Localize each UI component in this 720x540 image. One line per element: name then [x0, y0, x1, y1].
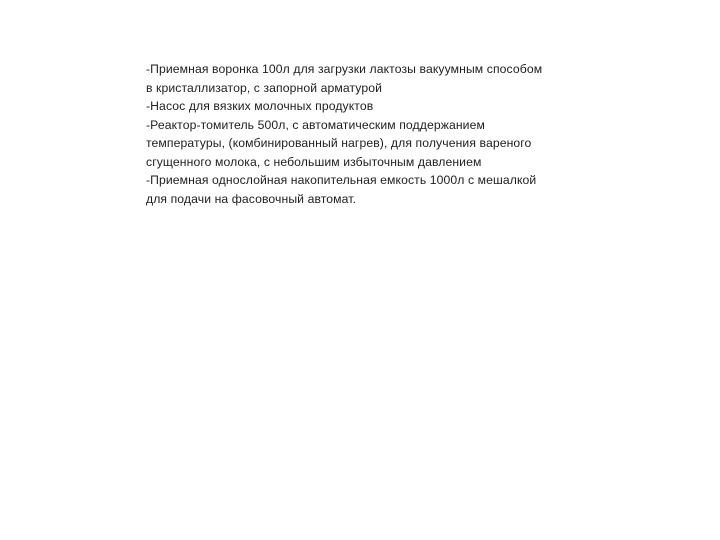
text-line: температуры, (комбинированный нагрев), для получения вареного — [146, 136, 532, 150]
text-line: -Приемная воронка 100л для загрузки лактозы вакуумным способом — [146, 62, 543, 76]
text-line: -Насос для вязких молочных продуктов — [146, 99, 374, 113]
text-line: в кристаллизатор, с запорной арматурой — [146, 80, 382, 95]
text-line: -Реактор-томитель 500л, с автоматическим поддержанием — [146, 117, 485, 132]
text-line: для подачи на фасовочный автомат. — [146, 191, 357, 206]
text-line: -Приемная однослойная накопительная емкость 1000л с мешалкой — [146, 173, 537, 187]
text-line: сгущенного молока, с небольшим избыточным давлением — [146, 154, 482, 169]
equipment-list-text — [146, 60, 586, 208]
